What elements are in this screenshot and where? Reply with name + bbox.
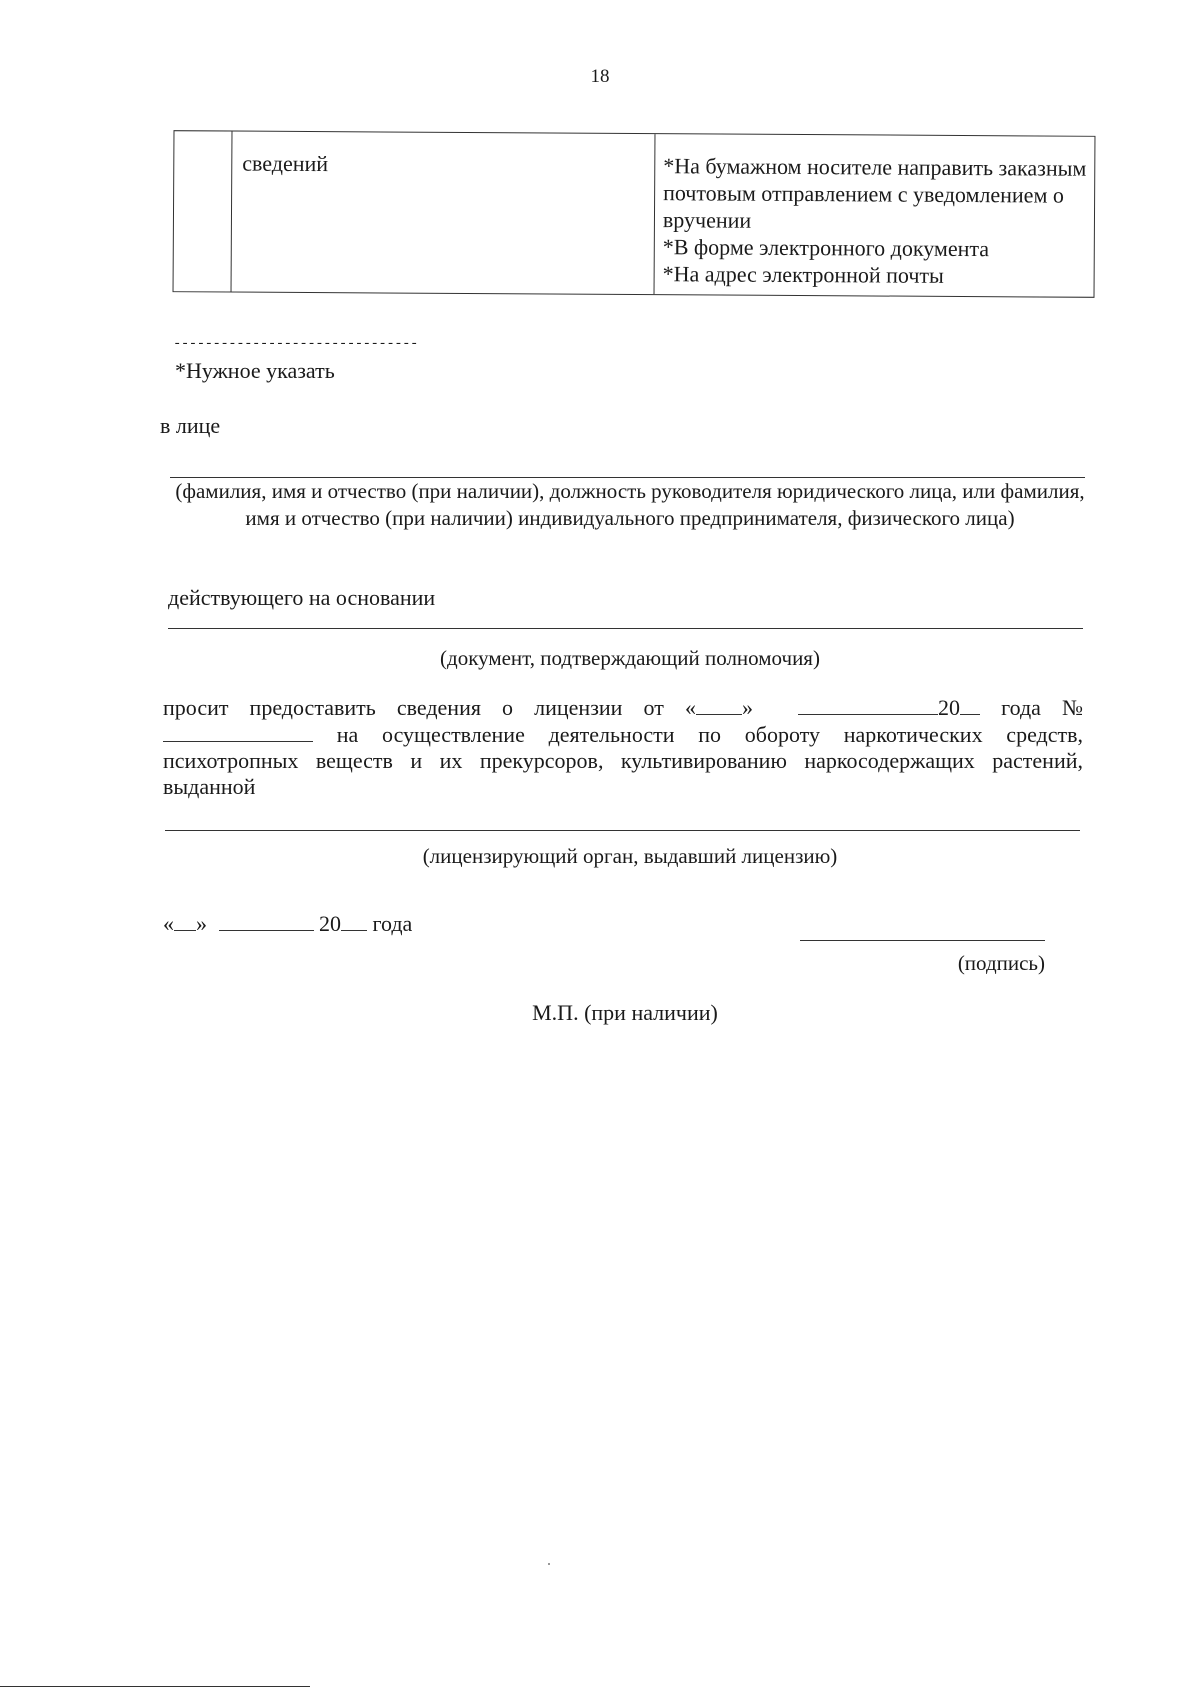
- footnote-separator: -------------------------------: [173, 336, 418, 352]
- request-text-2: »: [741, 694, 753, 720]
- basis-caption: (документ, подтверждающий полномочия): [440, 646, 820, 670]
- date-open-quote: «: [163, 910, 174, 936]
- representative-caption: (фамилия, имя и отчество (при наличии), должность руководителя юридического лица, или фамилия, имя и отчество (при наличии) индивидуального предпринимателя, физического лица): [175, 479, 1085, 530]
- scan-speck: [548, 1563, 550, 1565]
- delivery-option-email: *На адрес электронной почты: [662, 261, 944, 288]
- request-paragraph: [163, 694, 1083, 800]
- table-row-number-cell: [174, 131, 233, 291]
- date-year-prefix: 20: [319, 910, 341, 936]
- license-day-blank: [696, 694, 742, 715]
- request-text-5: на осуществление деятельности по обороту наркотических средств, психотропных веществ и их прекурсоров, культивированию наркосодержащих растений, выданной: [163, 721, 1084, 799]
- delivery-option-paper: *На бумажном носителе направить заказным почтовым отправлением с уведомлением о вручении: [662, 153, 1087, 233]
- request-text-1: просит предоставить сведения о лицензии от «: [163, 694, 696, 720]
- licensing-authority-caption: (лицензирующий орган, выдавший лицензию): [422, 844, 838, 868]
- licensing-authority-blank-line: [165, 830, 1080, 831]
- date-year-blank: [341, 910, 367, 931]
- page-number: 18: [590, 66, 610, 87]
- delivery-options: [655, 134, 1095, 297]
- date-year-suffix: года: [372, 910, 413, 936]
- date-close-quote: »: [196, 910, 207, 936]
- license-number-blank: [163, 721, 313, 742]
- request-text-3: 20: [938, 694, 961, 720]
- signing-date: [163, 910, 412, 937]
- request-text-4: года №: [1001, 694, 1084, 720]
- license-month-blank: [798, 694, 938, 715]
- representative-label: в лице: [160, 413, 221, 438]
- license-year-blank: [960, 694, 980, 715]
- table-row-label: сведений: [232, 132, 656, 295]
- date-day-blank: [174, 910, 196, 931]
- delivery-option-electronic: *В форме электронного документа: [662, 234, 990, 262]
- bottom-edge-rule: [0, 1686, 310, 1687]
- date-month-blank: [219, 910, 314, 931]
- signature-caption: (подпись): [957, 951, 1045, 975]
- delivery-method-table: [173, 130, 1096, 298]
- stamp-note: М.П. (при наличии): [532, 1000, 718, 1025]
- basis-blank-line: [168, 628, 1083, 629]
- signature-blank-line: [800, 940, 1045, 941]
- basis-label: действующего на основании: [168, 585, 436, 610]
- footnote-text: *Нужное указать: [175, 358, 335, 383]
